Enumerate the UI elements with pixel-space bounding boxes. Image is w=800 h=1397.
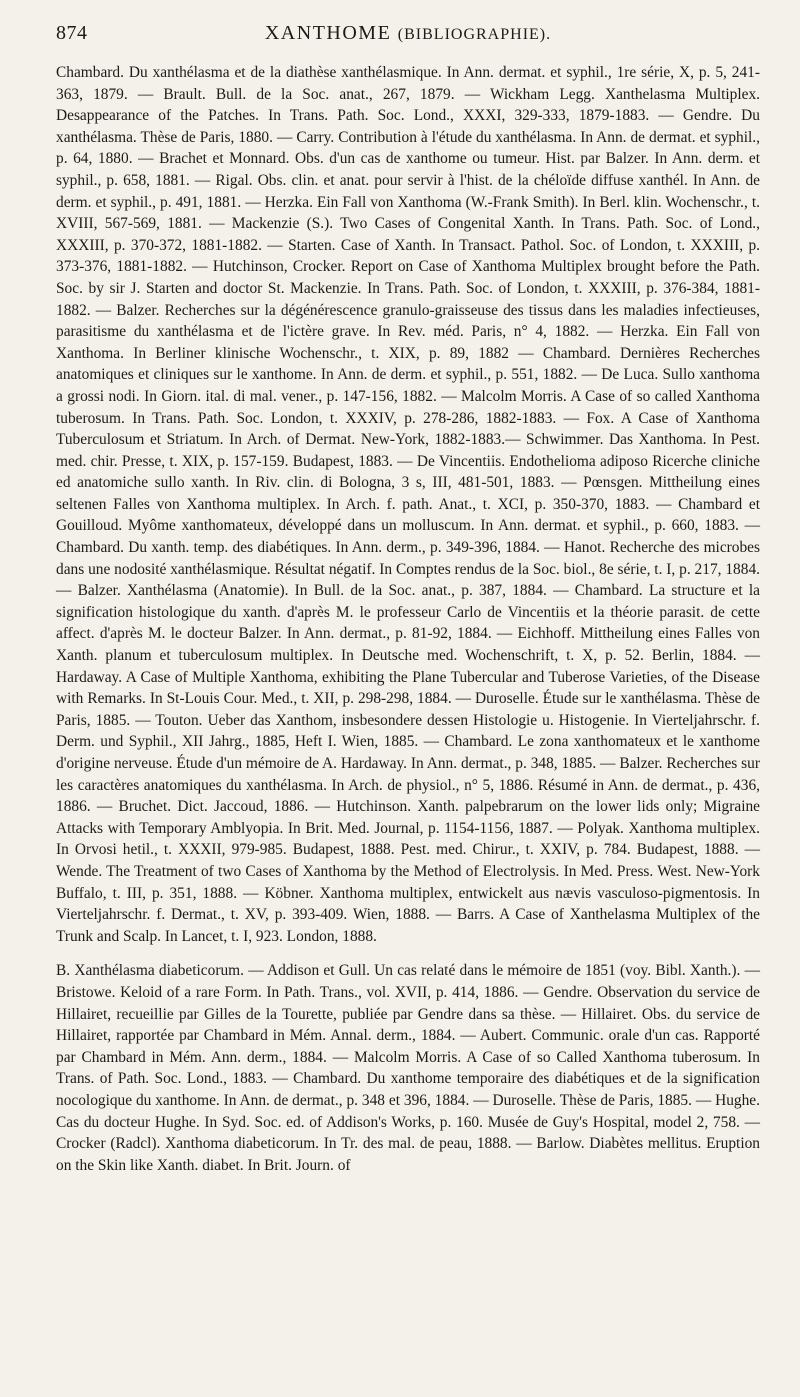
- page-header: [56, 22, 760, 62]
- running-head-title: XANTHOME: [264, 22, 392, 44]
- running-head: [56, 22, 760, 45]
- bibliography-paragraph-diabeticorum: B. Xanthélasma diabeticorum. — Addison et Gull. Un cas relaté dans le mémoire de 1851 (voy. Bibl. Xanth.). — Bristowe. Keloid of a rare Form. In Path. Trans., vol. XVII, p. 414, 1886. — Gendre. Observation du service de Hillairet, recueillie par Gilles de la Tourette, publiée par Gendre dans sa thèse. — Hillairet. Obs. du service de Hillairet, rapportée par Chambard in Mém. Annal. derm., 1884. — Aubert. Communic. orale d'un cas. Rapporté par Chambard in Mém. Ann. derm., 1884. — Malcolm Morris. A Case of so Called Xanthoma tuberosum. In Trans. of Path. Soc. Lond., 1883. — Chambard. Du xanthome temporaire des diabétiques et de la signification nocologique du xanthome. In Ann. de dermat., p. 348 et 396, 1884. — Duroselle. Thèse de Paris, 1885. — Hughe. Cas du docteur Hughe. In Syd. Soc. ed. of Addison's Works, p. 160. Musée de Guy's Hospital, model 2, 758. — Crocker (Radcl). Xanthoma diabeticorum. In Tr. des mal. de peau, 1888. — Barlow. Diabètes mellitus. Eruption on the Skin like Xanth. diabet. In Brit. Journ. of: [56, 962, 760, 1174]
- running-head-subtitle: (BIBLIOGRAPHIE).: [397, 26, 552, 43]
- bibliography-paragraph-xanthelasma: Chambard. Du xanthélasma et de la diathèse xanthélasmique. In Ann. dermat. et syphil., 1re série, X, p. 5, 241-363, 1879. — Brault. Bull. de la Soc. anat., 267, 1879. — Wickham Legg. Xanthelasma Multiplex. Desappearance of the Patches. In Trans. Path. Soc. Lond., XXXI, 329-333, 1879-1883. — Gendre. Du xanthélasma. Thèse de Paris, 1880. — Carry. Contribution à l'étude du xanthélasma. In Ann. de dermat. et syphil., p. 64, 1880. — Brachet et Monnard. Obs. d'un cas de xanthome ou tumeur. Hist. par Balzer. In Ann. derm. et syphil., p. 658, 1881. — Rigal. Obs. clin. et anat. pour servir à l'hist. de la chéloïde diffuse xanthél. In Ann. de derm. et syphil., p. 491, 1881. — Herzka. Ein Fall von Xanthoma (W.-Frank Smith). In Berl. klin. Wochenschr., t. XVIII, 567-569, 1881. — Mackenzie (S.). Two Cases of Congenital Xanth. In Trans. Path. Soc. of Lond., XXXIII, p. 370-372, 1881-1882. — Starten. Case of Xanth. In Transact. Pathol. Soc. of London, t. XXXIII, p. 373-376, 1881-1882. — Hutchinson, Crocker. Report on Case of Xanthoma Multiplex brought before the Path. Soc. by sir J. Starten and doctor St. Mackenzie. In Trans. Path. Soc. of London, t. XXXIII, p. 376-384, 1881-1882. — Balzer. Recherches sur la dégénérescence granulo-graisseuse des tissus dans les maladies infectieuses, parasitisme du xanthélasma et de l'ictère grave. In Rev. méd. Paris, n° 4, 1882. — Herzka. Ein Fall von Xanthoma. In Berliner klinische Wochenschr., t. XIX, p. 89, 1882 — Chambard. Dernières Recherches anatomiques et cliniques sur le xanthome. In Ann. de derm. et syphil., p. 551, 1882. — De Luca. Sullo xanthoma a grossi nodi. In Giorn. ital. di mal. vener., p. 147-156, 1882. — Malcolm Morris. A Case of so called Xanthoma tuberosum. In Trans. Path. Soc. London, t. XXXIV, p. 278-286, 1882-1883. — Fox. A Case of Xanthoma Tuberculosum et Striatum. In Arch. of Dermat. New-York, 1882-1883.— Schwimmer. Das Xanthoma. In Pest. med. chir. Presse, t. XIX, p. 157-159. Budapest, 1883. — De Vincentiis. Endothelioma adiposo Ricerche cliniche ed anatomiche sullo xanth. In Riv. clin. di Bologna, 3 s, III, 481-501, 1883. — Pœnsgen. Mittheilung eines seltenen Falles von Xanthoma multiplex. In Arch. f. path. Anat., t. XCI, p. 350-370, 1883. — Chambard et Gouilloud. Myôme xanthomateux, développé dans un molluscum. In Ann. dermat. et syphil., p. 660, 1883. — Chambard. Du xanth. temp. des diabétiques. In Ann. derm., p. 349-396, 1884. — Hanot. Recherche des microbes dans une nodosité xanthélasmique. Résultat négatif. In Comptes rendus de la Soc. biol., 8e série, t. I, p. 217, 1884. — Balzer. Xanthélasma (Anatomie). In Bull. de la Soc. anat., p. 387, 1884. — Chambard. La structure et la signification histologique du xanth. d'après M. le professeur Carlo de Vincentiis et la théorie parasit. de cette affect. d'après M. le docteur Balzer. In Ann. dermat., p. 81-92, 1884. — Eichhoff. Mittheilung eines Falles von Xanth. planum et tuberculosum multiplex. In Deutsche med. Wochenschrift, t. X, p. 52. Berlin, 1884. — Hardaway. A Case of Multiple Xanthoma, exhibiting the Plane Tubercular and Tuberose Varieties, of the Disease with Remarks. In St-Louis Cour. Med., t. XII, p. 298-298, 1884. — Duroselle. Étude sur le xanthélasma. Thèse de Paris, 1885. — Touton. Ueber das Xanthom, insbesondere dessen Histologie u. Histogenie. In Vierteljahrschr. f. Derm. und Syphil., XII Jahrg., 1885, Heft I. Wien, 1885. — Chambard. Le zona xanthomateux et le xanthome d'origine nerveuse. Étude d'un mémoire de A. Hardaway. In Ann. dermat., p. 348, 1885. — Balzer. Recherches sur les caractères anatomiques du xanthélasma. In Arch. de physiol., n° 5, 1886. Résumé in Ann. de dermat., p. 436, 1886. — Bruchet. Dict. Jaccoud, 1886. — Hutchinson. Xanth. palpebrarum on the lower lids only; Migraine Attacks with Temporary Amblyopia. In Brit. Med. Journal, p. 1154-1156, 1887. — Polyak. Xanthoma multiplex. In Orvosi hetil., t. XXXII, 979-985. Budapest, 1888. Pest. med. Chirur., t. XXIV, p. 784. Budapest, 1888. — Wende. The Treatment of two Cases of Xanthoma by the Method of Electrolysis. In Med. Press. West. New-York Buffalo, t. III, p. 351, 1888. — Köbner. Xanthoma multiplex, entwickelt aus nævis vasculoso-pigmentosis. In Vierteljahrschr. f. Dermat., t. XV, p. 393-409. Wien, 1888. — Barrs. A Case of Xanthelasma Multiplex of the Trunk and Scalp. In Lancet, t. I, 923. London, 1888.: [56, 64, 760, 945]
- page-number: 874: [56, 22, 88, 44]
- bibliography-body: [56, 62, 760, 1176]
